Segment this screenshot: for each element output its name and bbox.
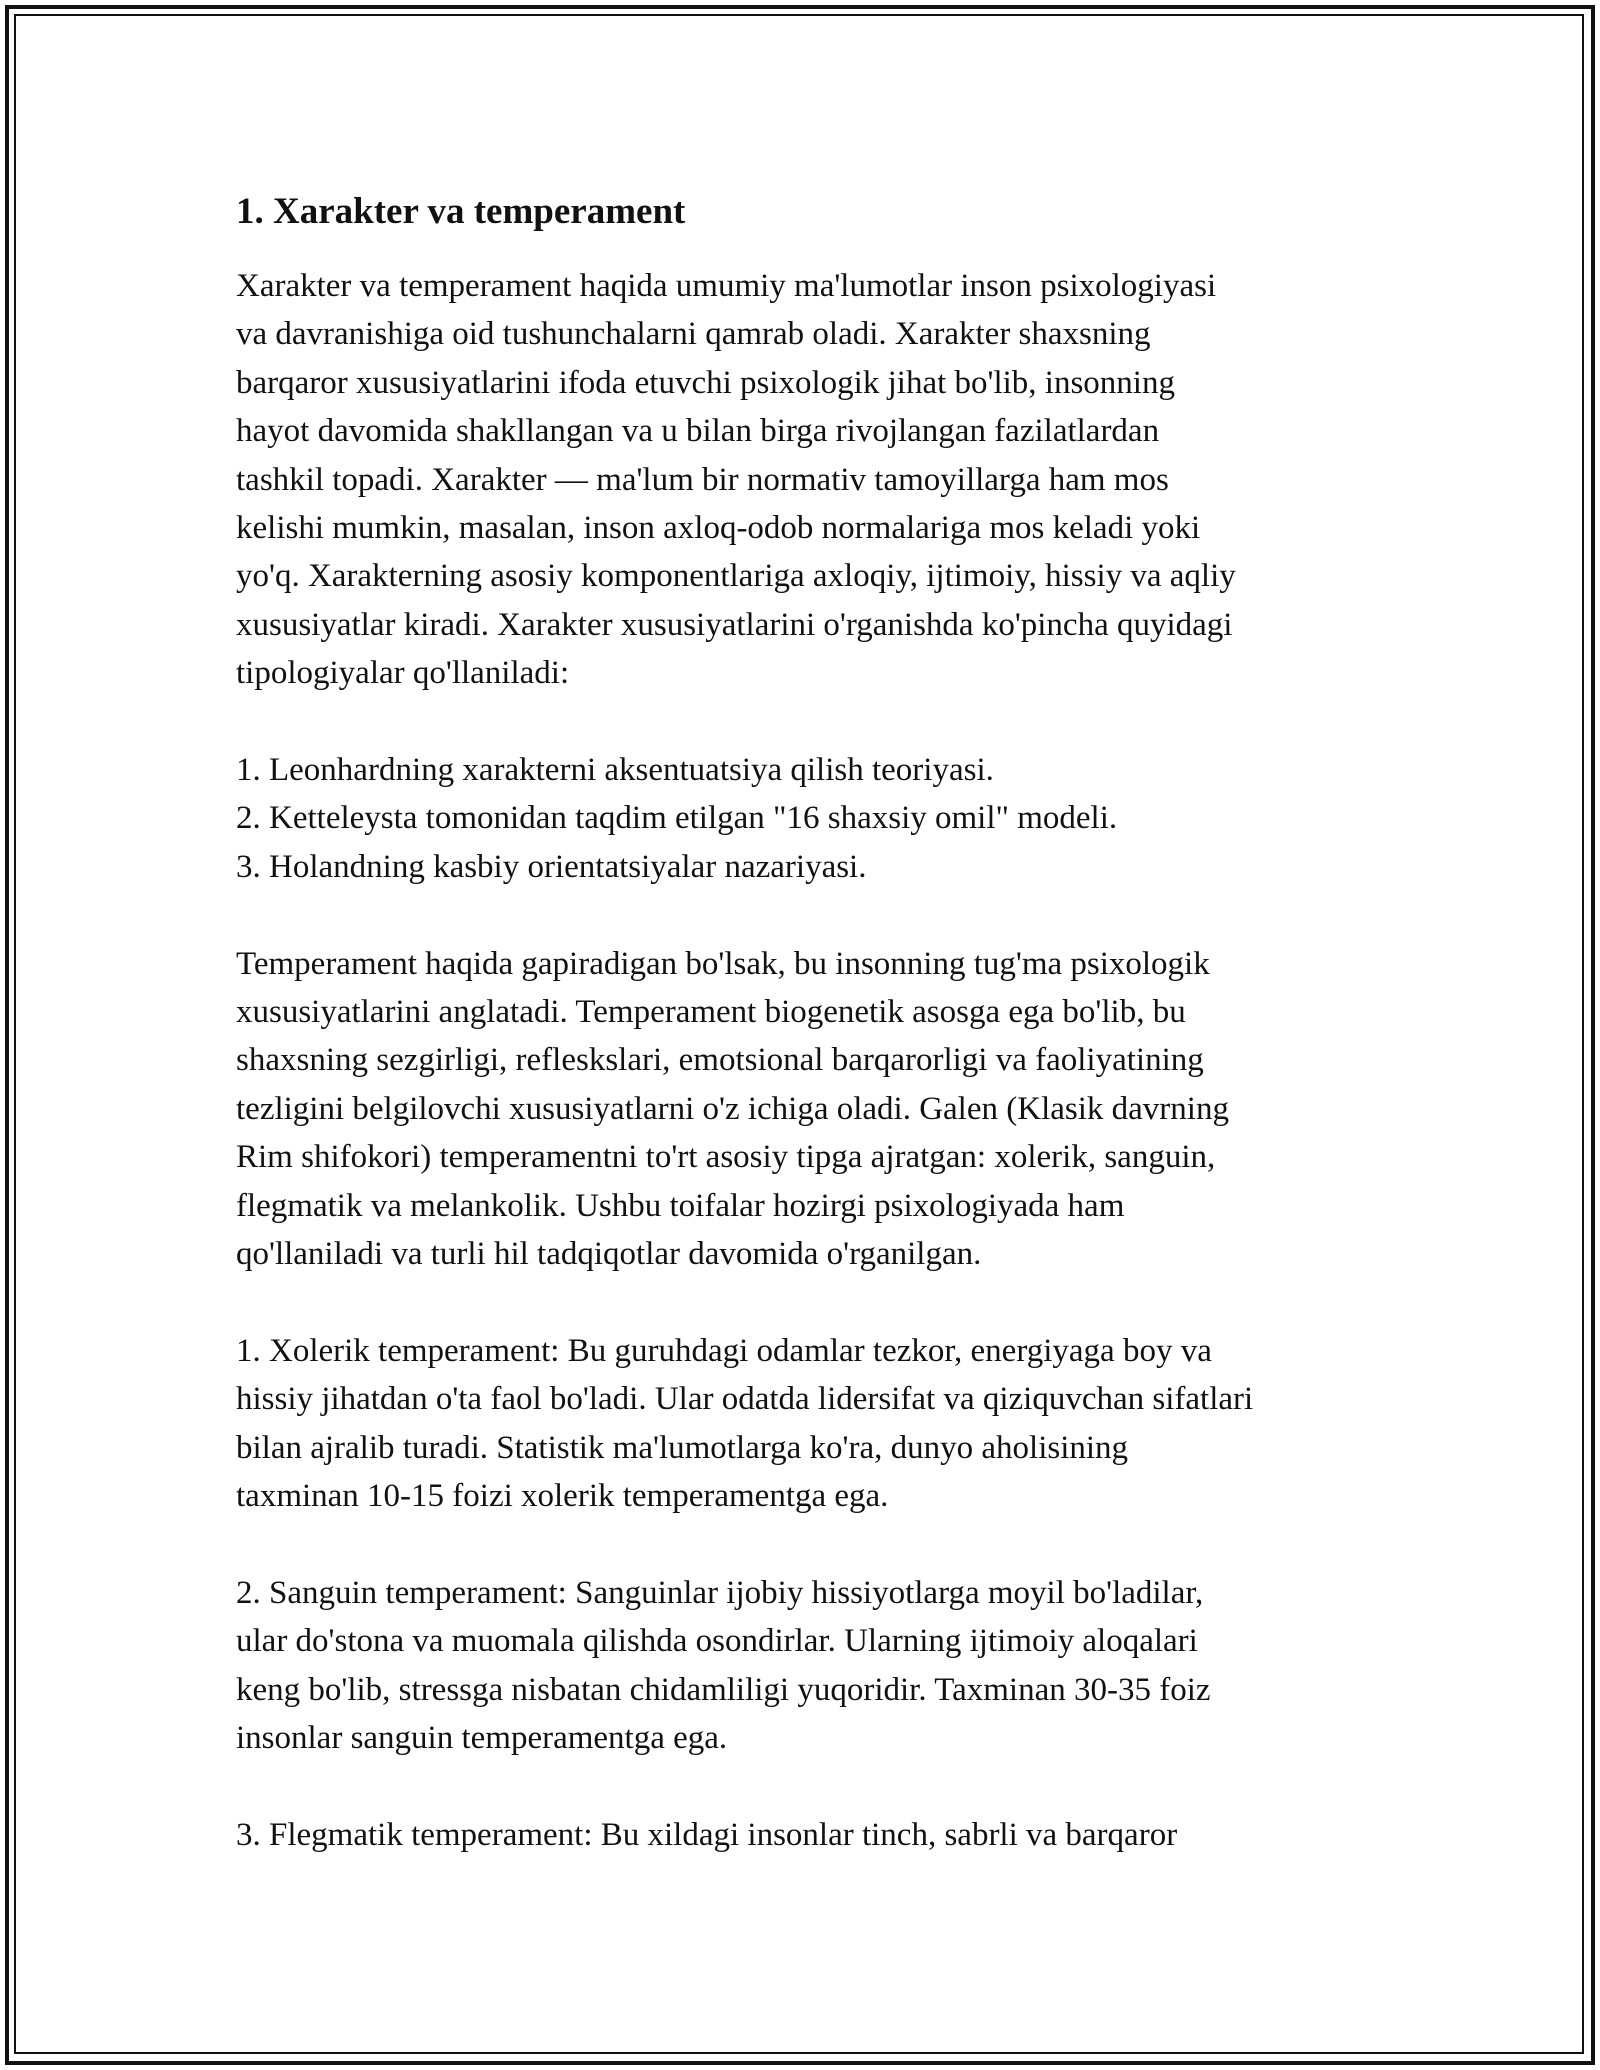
paragraph-spacer	[236, 1279, 1376, 1327]
paragraph-spacer	[236, 1763, 1376, 1811]
temperament-type-choleric: 1. Xolerik temperament: Bu guruhdagi odamlar tezkor, energiyaga boy va hissiy jihatdan o'ta faol bo'ladi. Ular odatda lidersifat va qiziquvchan sifatlari bilan ajralib turadi. Statistik ma'lumotlarga ko'ra, dunyo aholisining taxminan 10-15 foizi xolerik temperamentga ega.	[236, 1332, 1254, 1515]
typology-list	[236, 746, 1376, 891]
typology-item: 1. Leonhardning xarakterni aksentuatsiya qilish teoriyasi.	[236, 752, 994, 789]
paragraph-spacer	[236, 891, 1376, 939]
paragraph-spacer	[236, 1521, 1376, 1569]
intro-paragraph: Xarakter va temperament haqida umumiy ma'lumotlar inson psixologiyasi va davranishiga oid tushunchalarni qamrab oladi. Xarakter shaxsning barqaror xususiyatlarini ifoda etuvchi psixologik jihat bo'lib, insonning hayot davomida shakllangan va u bilan birga rivojlangan fazilatlardan tashkil topadi. Xarakter — ma'lum bir normativ tamoyillarga ham mos kelishi mumkin, masalan, inson axloq-odob normalariga mos keladi yoki yo'q. Xarakterning asosiy komponentlariga axloqiy, ijtimoiy, hissiy va aqliy xususiyatlar kiradi. Xarakter xususiyatlarini o'rganishda ko'pincha quyidagi tipologiyalar qo'llaniladi:	[236, 268, 1236, 692]
document-body	[236, 188, 1376, 1859]
typology-item: 3. Holandning kasbiy orientatsiyalar nazariyasi.	[236, 848, 867, 885]
section-heading: 1. Xarakter va temperament	[236, 191, 686, 232]
paragraph-spacer	[236, 698, 1376, 746]
temperament-paragraph: Temperament haqida gapiradigan bo'lsak, bu insonning tug'ma psixologik xususiyatlarini anglatadi. Temperament biogenetik asosga ega bo'lib, bu shaxsning sezgirligi, refleskslari, emotsional barqarorligi va faoliyatining tezligini belgilovchi xususiyatlarni o'z ichiga oladi. Galen (Klasik davrning Rim shifokori) temperamentni to'rt asosiy tipga ajratgan: xolerik, sanguin, flegmatik va melankolik. Ushbu toifalar hozirgi psixologiyada ham qo'llaniladi va turli hil tadqiqotlar davomida o'rganilgan.	[236, 945, 1229, 1273]
temperament-type-phlegmatic: 3. Flegmatik temperament: Bu xildagi insonlar tinch, sabrli va barqaror	[236, 1816, 1178, 1853]
temperament-type-sanguine: 2. Sanguin temperament: Sanguinlar ijobiy hissiyotlarga moyil bo'ladilar, ular do'stona va muomala qilishda osondirlar. Ularning ijtimoiy aloqalari keng bo'lib, stressga nisbatan chidamliligi yuqoridir. Taxminan 30-35 foiz insonlar sanguin temperamentga ega.	[236, 1574, 1211, 1757]
typology-item: 2. Ketteleysta tomonidan taqdim etilgan "16 shaxsiy omil" modeli.	[236, 800, 1118, 837]
